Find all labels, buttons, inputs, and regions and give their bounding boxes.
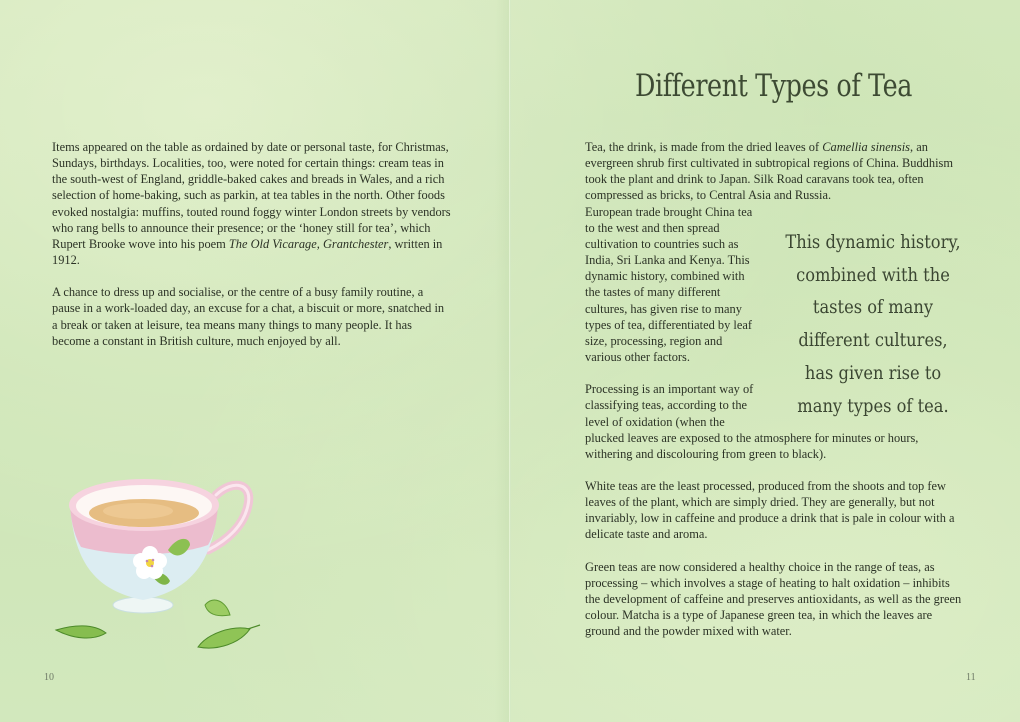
right-page: [511, 0, 1020, 722]
paragraph-foods: [52, 139, 452, 268]
paragraph-white-teas: White teas are the least processed, produced from the shoots and top few leaves of the plant, which are simply dried. They are generally, but not invariably, low in caffeine and produce a drink that is pale in colour with a delicate taste and aroma.: [585, 478, 955, 542]
paragraph-culture: A chance to dress up and socialise, or the centre of a busy family routine, a pause in a work-loaded day, an excuse for a chat, a biscuit or more, snatched in a break or taken at leisure, tea means many things to many people. It has become a constant in British culture, much enjoyed by all.: [52, 285, 445, 348]
botanical-name: Camellia sinensis: [822, 140, 911, 154]
left-text-column: [52, 139, 452, 365]
poem-title: The Old Vicarage, Grantchester: [228, 236, 389, 251]
paragraph-text: Items appeared on the table as ordained by date or personal taste, for Christmas, Sundays, birthdays. Localities, too, were noted for certain things: cream teas in the south-west of England, griddle-baked cakes and breads in Wales, and a rich selection of home-baking, such as parkin, at tea tables in the north. Other foods evoked nostalgia: muffins, touted round foggy winter London streets by vendors who rang bells to announce their presence; or the ‘honey still for tea’, which Rupert Brooke wove into his poem: [52, 140, 451, 251]
page-number-left: 10: [44, 672, 54, 683]
paragraph-intro: [585, 139, 965, 204]
paragraph-text: , an evergreen shrub first cultivated in subtropical regions of China. Buddhism took the plant and drink to Japan. Silk Road caravans took tea, often compressed as bricks, to Central Asia and Russia.: [585, 140, 953, 203]
page-number-right: 11: [966, 672, 976, 683]
page-title: Different Types of Tea: [635, 68, 912, 104]
paragraph-text: , written in 1912.: [52, 236, 443, 268]
paragraph-history: European trade brought China tea to the west and then spread cultivation to countries such as India, Sri Lanka and Kenya. This dynamic history, combined with the tastes of many different cultures, has given rise to many types of tea, differentiated by leaf size, processing, region and various other factors.: [585, 204, 753, 365]
teacup-icon: [48, 465, 263, 655]
paragraph-green-teas: Green teas are now considered a healthy choice in the range of teas, as processing – which involves a stage of heating to halt oxidation – inhibits the development of caffeine and preserves antioxidants, as well as the green colour. Matcha is a type of Japanese green tea, in which the leaves are ground and the powder mixed with water.: [585, 559, 962, 639]
paragraph-text: Tea, the drink, is made from the dried leaves of: [585, 140, 823, 154]
pull-quote: This dynamic history, combined with the tastes of many different cultures, has given rise to many types of tea.: [785, 232, 961, 417]
paragraph-processing-start: Processing is an important way of classifying teas, according to the level of oxidation (when the: [585, 382, 754, 429]
teacup-with-leaves-illustration: [48, 465, 263, 660]
paragraph-processing-end: plucked leaves are exposed to the atmosphere for minutes or hours, withering and discolouring from green to black).: [585, 430, 919, 461]
